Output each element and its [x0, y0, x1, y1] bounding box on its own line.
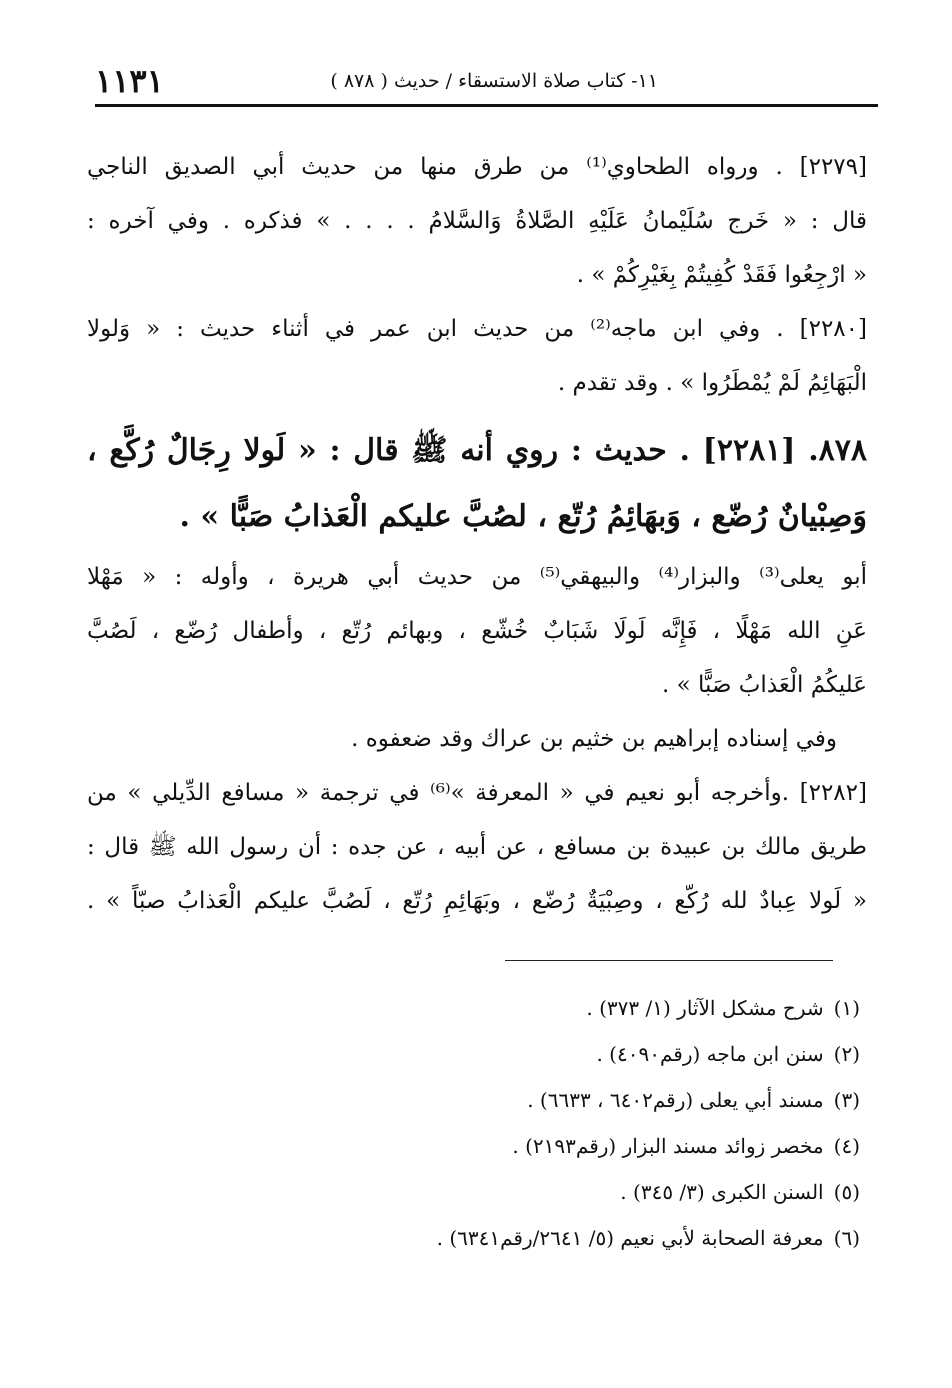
text-line: وفي إسناده إبراهيم بن خثيم بن عراك وقد ضعفوه . — [351, 726, 837, 752]
footnote — [140, 1123, 860, 1169]
footnote-text: مسند أبي يعلى (رقم٦٤٠٢ ، ٦٦٣٣) . — [527, 1088, 824, 1112]
paragraph-2282 — [87, 766, 867, 928]
hadith-heading-878 — [87, 418, 867, 550]
paragraph-takhrij — [87, 550, 867, 712]
footnote — [140, 1169, 860, 1215]
footnote-number: (٦) — [833, 1226, 860, 1250]
text-line: طريق مالك بن عبيدة بن مسافع ، عن أبيه ، عن جده : أن رسول الله ﷺ قال : — [87, 834, 867, 860]
paragraph-2280 — [87, 302, 867, 410]
footnote-separator — [505, 960, 833, 961]
main-text — [87, 140, 867, 928]
paragraph-isnad — [87, 712, 867, 766]
footnote-number: (٣) — [833, 1088, 860, 1112]
footnote-text: معرفة الصحابة لأبي نعيم (٥/ ٢٦٤١/رقم٦٣٤١) . — [436, 1226, 824, 1250]
footnote-text: مخصر زوائد مسند البزار (رقم٢١٩٣) . — [512, 1134, 824, 1158]
text-line: قال : « خَرج سُلَيْمانُ عَلَيْهِ الصَّلاةُ وَالسَّلامُ . . . . » فذكره . وفي آخره : — [87, 208, 867, 234]
footnote-text: شرح مشكل الآثار (١/ ٣٧٣) . — [586, 996, 824, 1020]
heading-line: ٨٧٨. [٢٢٨١] . حديث : روي أنه ﷺ قال : « لَولا رِجَالٌ رُكَّع ، — [87, 433, 867, 468]
heading-line: وَصِبْيانٌ رُضّع ، وَبهَائِمُ رُتّع ، لصُبَّ عليكم الْعَذابُ صَبًّا » . — [179, 499, 867, 534]
text-line: عَليكُمُ الْعَذابُ صَبًّا » . — [661, 672, 867, 698]
footnote-text: السنن الكبرى (٣/ ٣٤٥) . — [620, 1180, 824, 1204]
footnotes — [140, 985, 860, 1261]
text-line: أبو يعلى⁽³⁾ والبزار⁽⁴⁾ والبيهقي⁽⁵⁾ من حديث أبي هريرة ، وأوله : « مَهْلا — [87, 564, 868, 590]
text-line: عَنِ الله مَهْلًا ، فَإِنَّه لَولَا شَبَابٌ خُشّع ، وبهائم رُتّع ، وأطفال رُضّع ، لَصُبَّ — [87, 618, 867, 644]
text-line: « لَولا عِبادٌ لله رُكّع ، وصِبْيَةٌ رُضّع ، وبَهَائِمِ رُتّع ، لَصُبَّ عليكم الْعَذابُ صبّاً » . — [87, 888, 867, 914]
footnote-number: (١) — [833, 996, 860, 1020]
footnote — [140, 985, 860, 1031]
footnote-number: (٤) — [833, 1134, 860, 1158]
running-title: ١١- كتاب صلاة الاستسقاء / حديث ( ٨٧٨ ) — [330, 70, 658, 92]
footnote — [140, 1215, 860, 1261]
text-line: « ارْجِعُوا فَقَدْ كُفِيتُمْ بِغَيْرِكُمْ » . — [576, 262, 867, 288]
text-line: الْبَهَائِمُ لَمْ يُمْطَرُوا » . وقد تقدم . — [557, 370, 867, 396]
text-line: [٢٢٨٢] .وأخرجه أبو نعيم في « المعرفة »⁽⁶⁾ في ترجمة « مسافع الدِّيلي » من — [87, 780, 867, 806]
paragraph-2279 — [87, 140, 867, 302]
footnote-number: (٢) — [833, 1042, 860, 1066]
footnote-text: سنن ابن ماجه (رقم٤٠٩٠) . — [596, 1042, 824, 1066]
text-line: [٢٢٧٩] . ورواه الطحاوي⁽¹⁾ من طرق منها من حديث أبي الصديق الناجي — [87, 154, 867, 180]
footnote — [140, 1031, 860, 1077]
text-line: [٢٢٨٠] . وفي ابن ماجه⁽²⁾ من حديث ابن عمر في أثناء حديث : « وَلولا — [87, 316, 867, 342]
footnote — [140, 1077, 860, 1123]
page-number: ١١٣١ — [95, 62, 164, 100]
page-header — [95, 62, 878, 107]
footnote-number: (٥) — [833, 1180, 860, 1204]
